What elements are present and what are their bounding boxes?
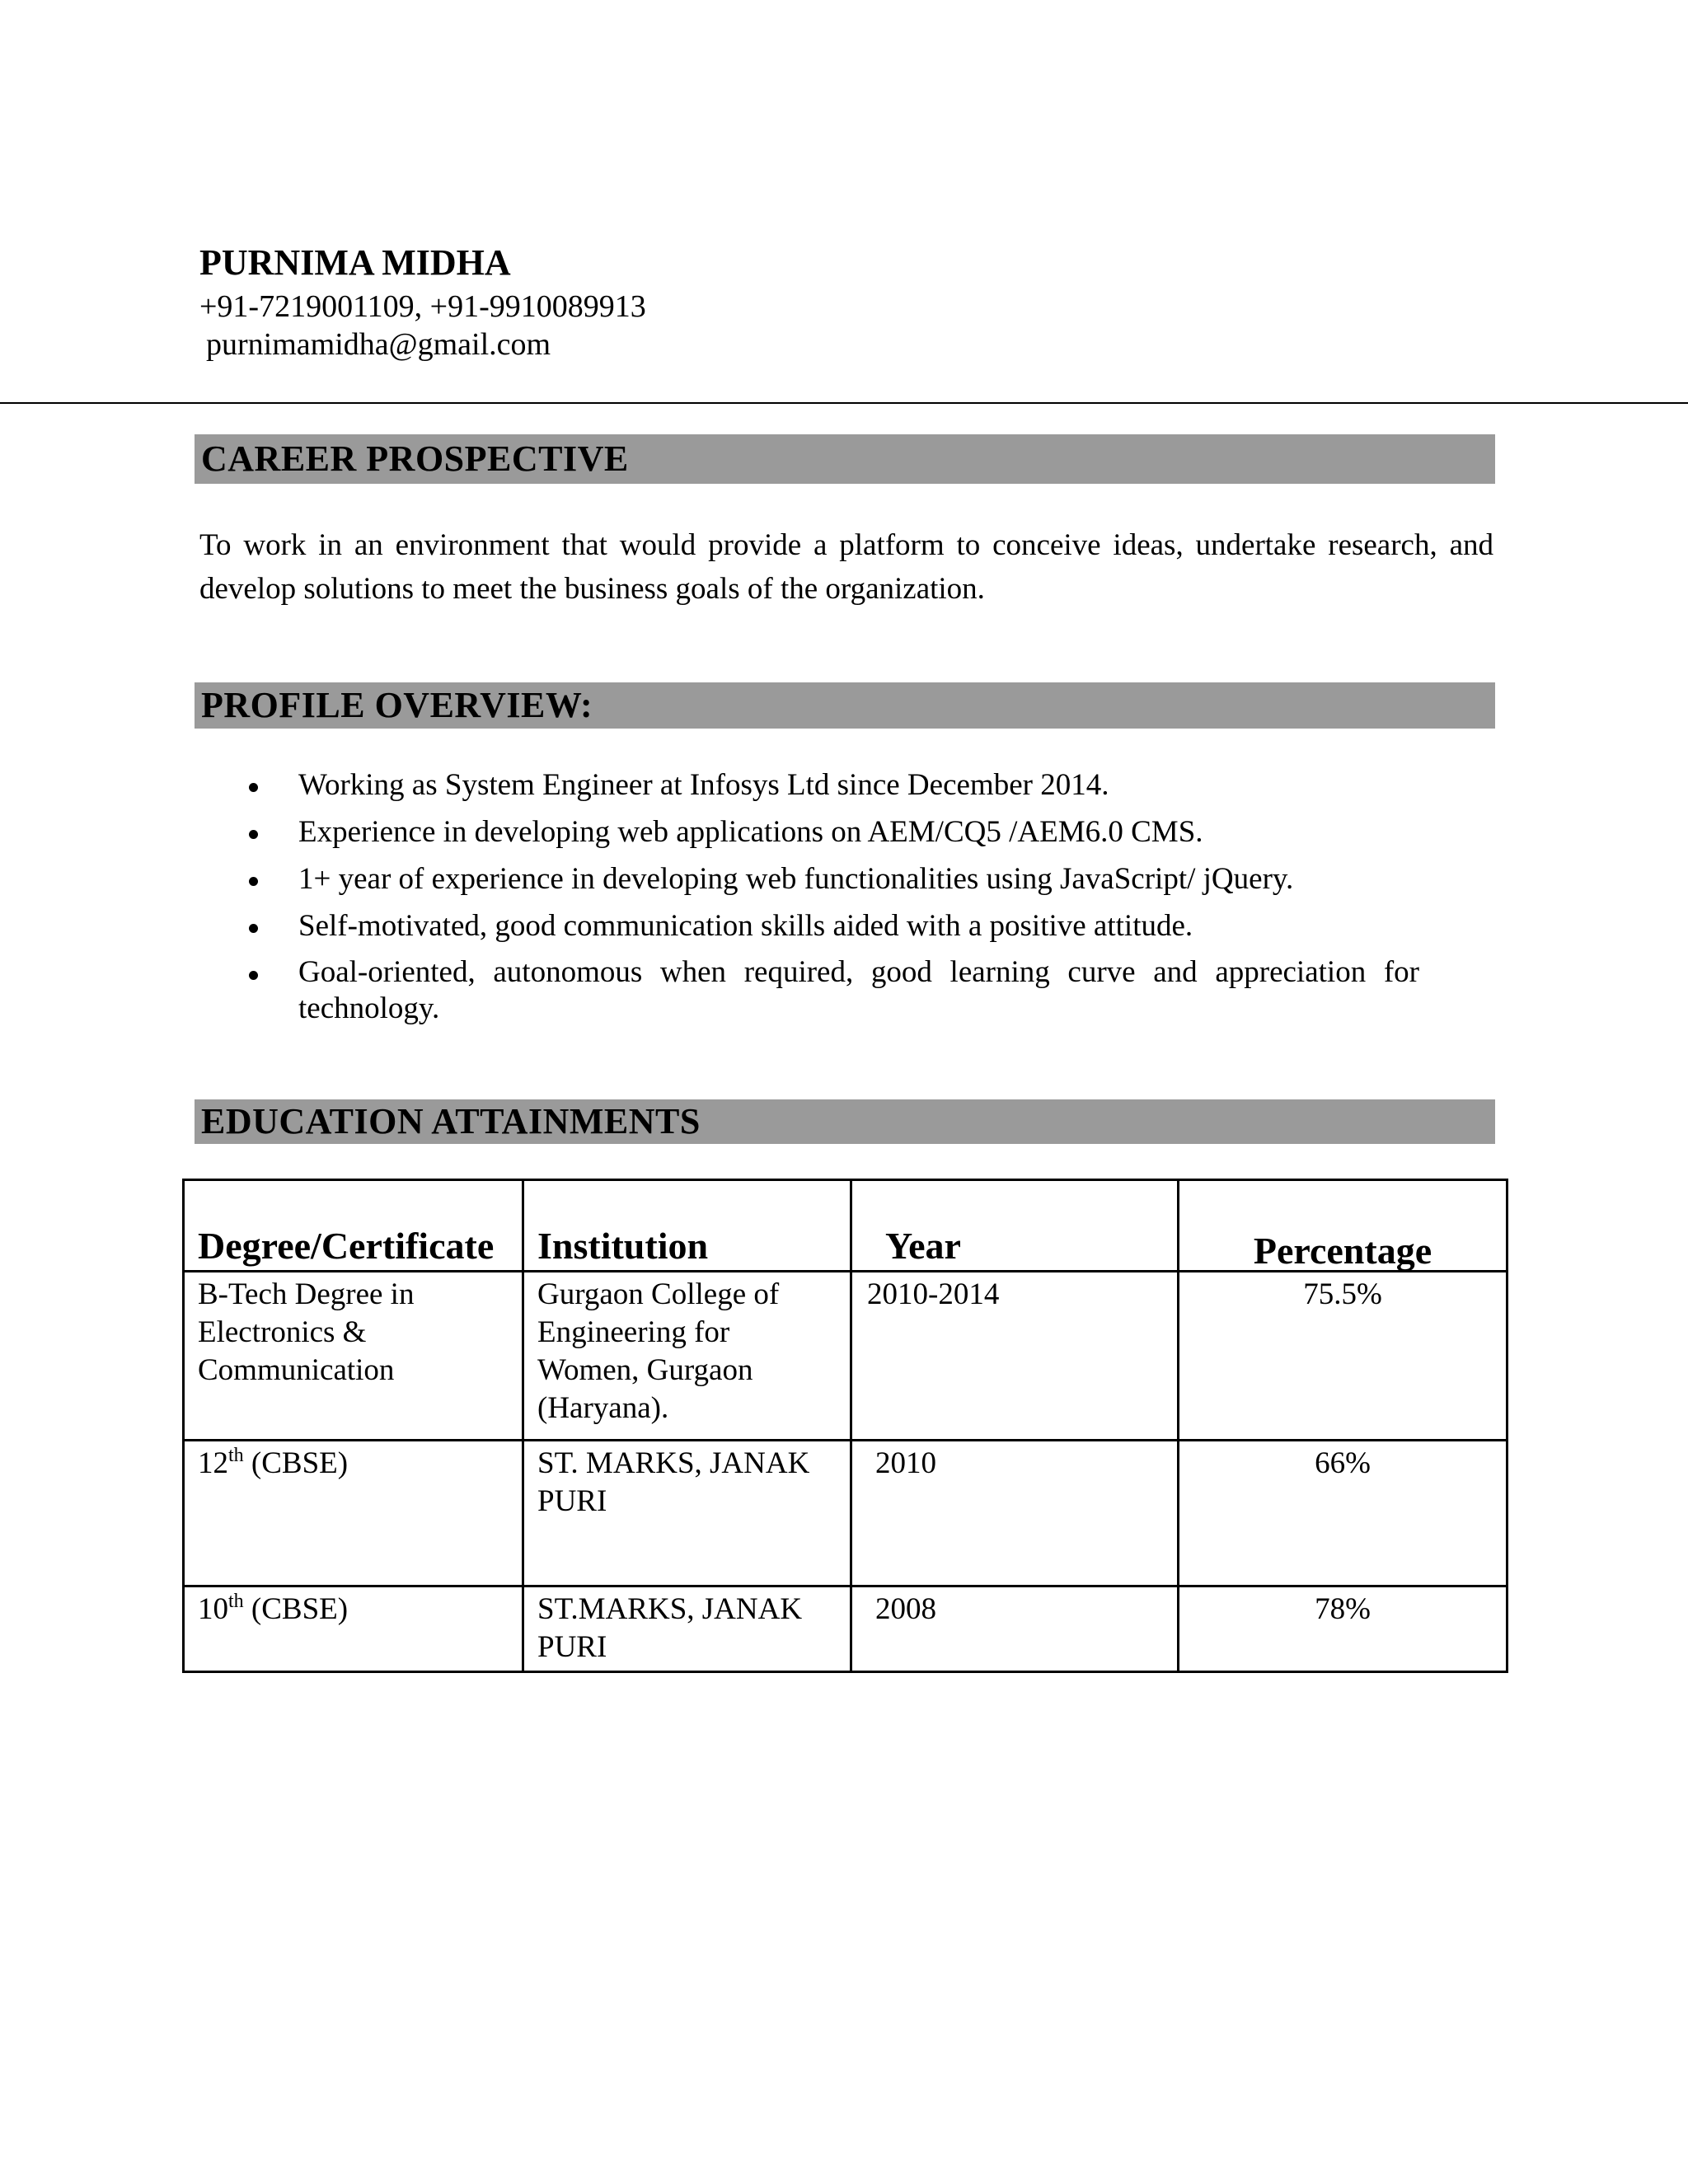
list-item [199,813,1419,851]
degree-ordinal-suffix: th [228,1591,244,1612]
institution-cell: Gurgaon College of Engineering for Women, Gurgaon (Haryana). [523,1272,851,1441]
education-table [182,1179,1508,1673]
degree-cell: B-Tech Degree in Electronics & Communication [184,1272,523,1441]
bullet-icon [249,783,258,792]
list-item-text: Self-motivated, good communication skills aided with a positive attitude. [298,909,1193,943]
phone-numbers: +91-7219001109, +91-9910089913 [199,289,646,324]
list-item [199,954,1419,1027]
list-item [199,907,1419,945]
profile-section-title: PROFILE OVERVIEW: [201,685,593,725]
percentage-cell: 75.5% [1179,1272,1507,1441]
degree-number: 10 [198,1592,228,1626]
degree-board: (CBSE) [243,1592,349,1626]
column-header-institution: Institution [523,1180,851,1272]
bullet-icon [249,924,258,933]
column-header-degree: Degree/Certificate [184,1180,523,1272]
career-objective-text: To work in an environment that would provide a platform to conceive ideas, undertake research, and develop solutions to meet the business goals of the organization. [199,528,1493,606]
education-section-header [195,1099,1495,1144]
degree-board: (CBSE) [243,1446,349,1480]
bullet-icon [249,830,258,839]
table-row [184,1272,1507,1441]
table-row [184,1441,1507,1586]
table-header-row [184,1180,1507,1272]
list-item [199,860,1419,898]
year-cell: 2008 [851,1586,1179,1672]
degree-number: 12 [198,1446,228,1480]
list-item-text: Working as System Engineer at Infosys Ltd since December 2014. [298,768,1109,802]
institution-cell: ST. MARKS, JANAK PURI [523,1441,851,1586]
degree-ordinal-suffix: th [228,1445,244,1466]
year-cell: 2010 [851,1441,1179,1586]
list-item [199,766,1419,804]
year-cell: 2010-2014 [851,1272,1179,1441]
email-address[interactable]: purnimamidha@gmail.com [206,327,551,362]
table-row [184,1586,1507,1672]
profile-section-header [195,682,1495,729]
column-header-year: Year [851,1180,1179,1272]
list-item-text: Goal-oriented, autonomous when required, good learning curve and appreciation for technology. [298,955,1419,1025]
career-section-header [195,434,1495,484]
bullet-icon [249,971,258,980]
percentage-cell: 78% [1179,1586,1507,1672]
career-section-title: CAREER PROSPECTIVE [201,438,629,479]
candidate-name: PURNIMA MIDHA [199,242,511,283]
column-header-percentage: Percentage [1179,1180,1507,1272]
percentage-cell: 66% [1179,1441,1507,1586]
institution-cell: ST.MARKS, JANAK PURI [523,1586,851,1672]
list-item-text: 1+ year of experience in developing web functionalities using JavaScript/ jQuery. [298,862,1294,896]
list-item-text: Experience in developing web applications on AEM/CQ5 /AEM6.0 CMS. [298,815,1203,849]
education-section-title: EDUCATION ATTAINMENTS [201,1101,701,1141]
degree-cell [184,1441,523,1586]
profile-bullet-list [199,766,1419,1036]
degree-cell [184,1586,523,1672]
bullet-icon [249,877,258,886]
header-divider [0,402,1688,404]
